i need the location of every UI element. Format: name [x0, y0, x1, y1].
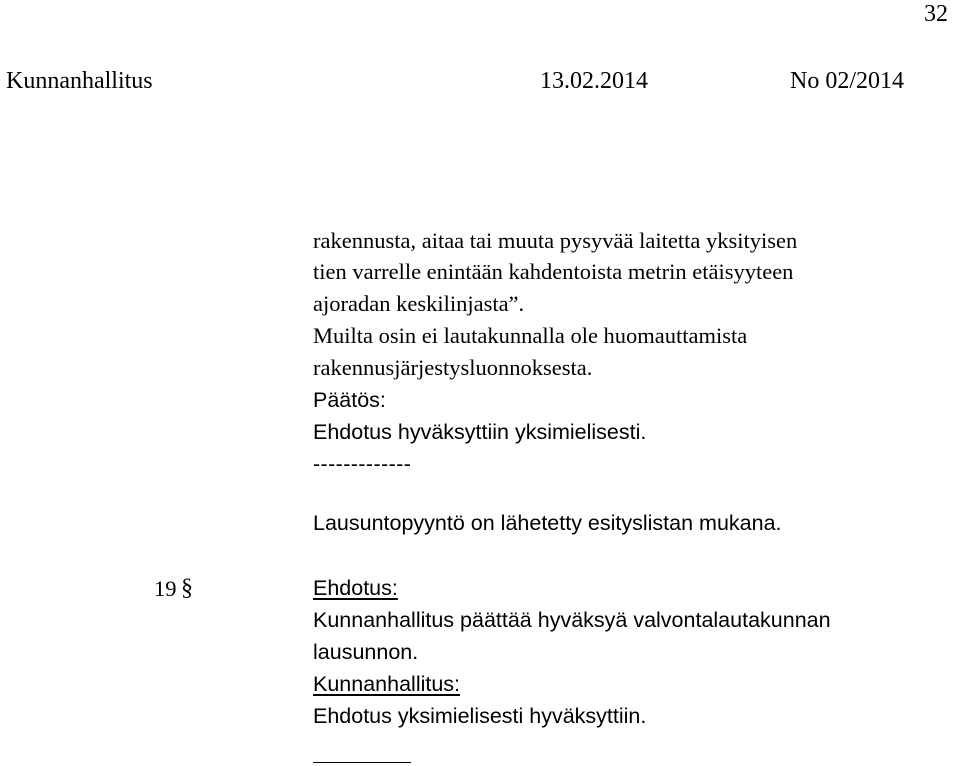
body-line: rakennusta, aitaa tai muuta pysyvää laitetta yksityisen	[313, 228, 798, 253]
body-heading: Kunnanhallitus:	[313, 672, 461, 696]
decision-heading: Päätös:	[313, 388, 386, 412]
request-note: Lausuntopyyntö on lähetetty esityslistan mukana.	[313, 511, 782, 535]
item-number: 19	[154, 576, 177, 601]
body-decision: Ehdotus yksimielisesti hyväksyttiin.	[313, 704, 647, 728]
header-body-name: Kunnanhallitus	[6, 68, 153, 94]
header-meeting-date: 13.02.2014	[540, 68, 648, 94]
page-number: 32	[924, 1, 948, 27]
header-minutes-number: No 02/2014	[790, 68, 904, 94]
proposal-line: lausunnon.	[313, 640, 419, 664]
decision-text: Ehdotus hyväksyttiin yksimielisesti.	[313, 420, 647, 444]
body-line: rakennusjärjestysluonnoksesta.	[313, 355, 593, 380]
body-line: ajoradan keskilinjasta”.	[313, 291, 525, 316]
proposal-heading: Ehdotus:	[313, 576, 398, 600]
end-rule	[313, 762, 411, 763]
body-line: tien varrelle enintään kahdentoista metrin etäisyyteen	[313, 259, 794, 284]
proposal-line: Kunnanhallitus päättää hyväksyä valvontalautakunnan	[313, 608, 831, 632]
section-mark: §	[181, 575, 193, 601]
separator-dashes: -------------	[313, 452, 412, 476]
body-line: Muilta osin ei lautakunnalla ole huomauttamista	[313, 323, 748, 348]
